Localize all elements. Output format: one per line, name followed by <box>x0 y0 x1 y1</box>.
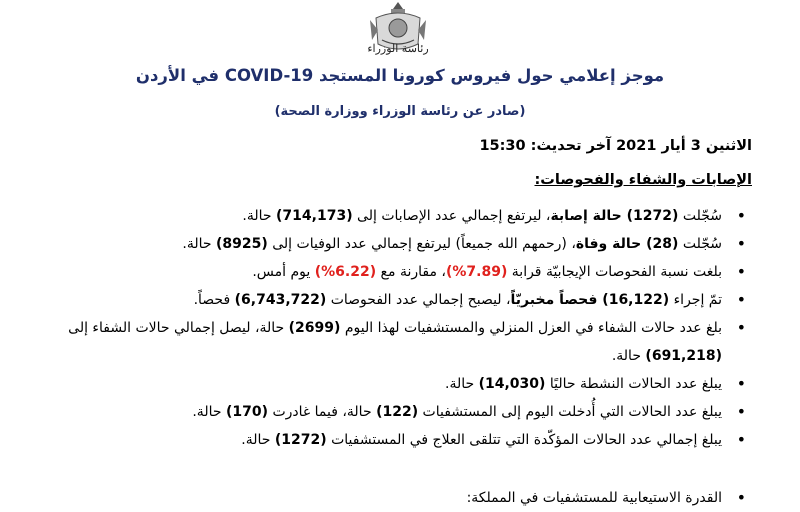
list-item-positivity: • بلغت نسبة الفحوصات الإيجابيّة قرابة (7.89%)، مقارنة مع (6.22%) يوم أمس. <box>54 258 754 286</box>
list-item-active-cases: • يبلغ عدد الحالات النشطة حاليًا (14,030) حالة. <box>54 370 754 398</box>
list-item-tests: • تمّ إجراء (16,122) فحصاً مخبريّاً، ليصبح إجمالي عدد الفحوصات (6,743,722) فحصاً. <box>54 286 754 314</box>
date-line <box>479 138 752 154</box>
date-text: الاثنين 3 أيار 2021 <box>616 138 752 154</box>
list-item-recoveries: • بلغ عدد حالات الشفاء في العزل المنزلي والمستشفيات لهذا اليوم (2699) حالة، ليصل إجمالي حالات الشفاء إلى (691,218) حالة. <box>54 314 754 370</box>
section-heading: الإصابات والشفاء والفحوصات: <box>534 172 752 188</box>
crest-label: رئاسة الوزراء <box>367 42 429 55</box>
list-item-hospitalized: • يبلغ إجمالي عدد الحالات المؤكّدة التي تتلقى العلاج في المستشفيات (1272) حالة. <box>54 426 754 454</box>
page-title: موجز إعلامي حول فيروس كورونا المستجد COVID-19 في الأردن <box>135 66 665 85</box>
update-label: آخر تحديث: <box>530 138 612 154</box>
list-item-hospital-capacity: • القدرة الاستيعابية للمستشفيات في المملكة: <box>54 484 754 512</box>
list-item-admissions: • يبلغ عدد الحالات التي أُدخلت اليوم إلى المستشفيات (122) حالة، فيما غادرت (170) حالة. <box>54 398 754 426</box>
list-item-new-cases: • سُجّلت (1272) حالة إصابة، ليرتفع إجمالي عدد الإصابات إلى (714,173) حالة. <box>54 202 754 230</box>
jordan-crest-icon <box>362 0 434 66</box>
page-subtitle: (صادر عن رئاسة الوزراء ووزارة الصحة) <box>274 104 526 119</box>
update-time: 15:30 <box>479 138 526 154</box>
stats-list <box>54 202 754 512</box>
list-item-deaths: • سُجّلت (28) حالة وفاة، (رحمهم الله جميعاً) ليرتفع إجمالي عدد الوفيات إلى (8925) حالة. <box>54 230 754 258</box>
